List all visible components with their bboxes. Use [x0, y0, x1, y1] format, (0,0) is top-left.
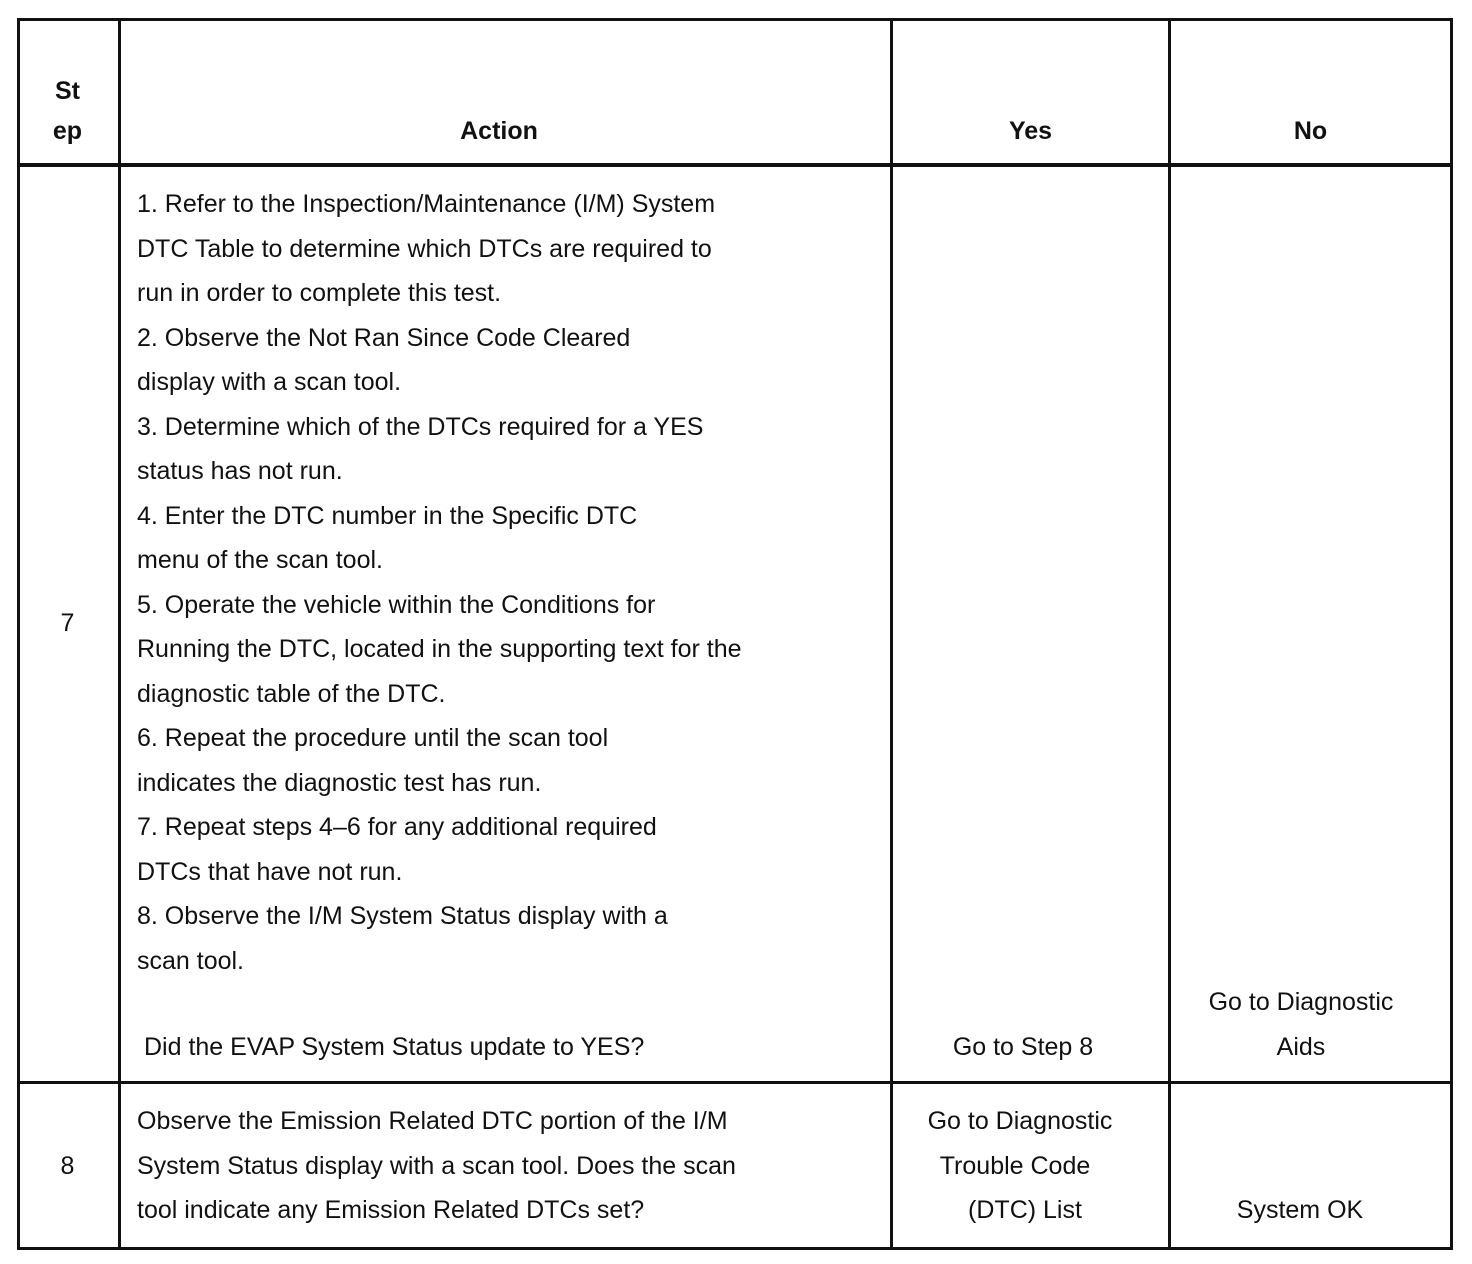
header-no: No: [1293, 117, 1328, 145]
row7-action-line: DTCs that have not run.: [137, 858, 403, 886]
row7-action-line: 4. Enter the DTC number in the Specific DTC: [137, 502, 638, 530]
row7-action-line: run in order to complete this test.: [137, 279, 502, 307]
row7-action-line: DTC Table to determine which DTCs are required to: [137, 235, 712, 263]
row8-yes-result-line1: Go to Diagnostic: [927, 1107, 1113, 1135]
row7-action-line: menu of the scan tool.: [137, 546, 383, 574]
header-yes: Yes: [1008, 117, 1053, 145]
row8-no-result: System OK: [1236, 1196, 1364, 1224]
row7-action-line: Running the DTC, located in the supporting text for the: [137, 635, 742, 663]
row7-action-line: scan tool.: [137, 947, 245, 975]
row8-yes-result-line2: Trouble Code: [939, 1152, 1091, 1180]
row7-action-line: diagnostic table of the DTC.: [137, 680, 446, 708]
row7-action-line: 1. Refer to the Inspection/Maintenance (I/M) System: [137, 190, 716, 218]
row7-action-line: status has not run.: [137, 457, 343, 485]
row7-action-line: 2. Observe the Not Ran Since Code Cleared: [137, 324, 631, 352]
diagnostic-table: [17, 18, 1453, 1250]
step-action-divider: [118, 18, 121, 1250]
row8-action-line: Observe the Emission Related DTC portion of the I/M: [137, 1107, 728, 1135]
row7-no-result-line2: Aids: [1276, 1033, 1326, 1061]
header-step-line1: St: [55, 77, 80, 105]
row7-action-line: display with a scan tool.: [137, 368, 402, 396]
header-action: Action: [460, 117, 538, 145]
row7-yes-result: Go to Step 8: [952, 1033, 1094, 1061]
table-top-border: [17, 18, 1453, 21]
row7-action-line: 3. Determine which of the DTCs required for a YES: [137, 413, 704, 441]
row8-yes-result-line3: (DTC) List: [968, 1196, 1082, 1224]
header-bottom-border: [17, 163, 1453, 167]
row7-action-line: 7. Repeat steps 4–6 for any additional required: [137, 813, 657, 841]
row7-step-number: 7: [60, 609, 75, 637]
row7-action-line: 8. Observe the I/M System Status display with a: [137, 902, 668, 930]
row7-action-line: 5. Operate the vehicle within the Conditions for: [137, 591, 656, 619]
table-bottom-border: [17, 1247, 1453, 1250]
row8-step-number: 8: [60, 1152, 75, 1180]
row7-action-line: indicates the diagnostic test has run.: [137, 769, 542, 797]
row7-action-line: 6. Repeat the procedure until the scan tool: [137, 724, 609, 752]
row7-bottom-border: [17, 1081, 1453, 1084]
row7-no-result-line1: Go to Diagnostic: [1208, 988, 1394, 1016]
row7-question: Did the EVAP System Status update to YES?: [144, 1033, 645, 1061]
row8-action-line: tool indicate any Emission Related DTCs set?: [137, 1196, 645, 1224]
table-right-border: [1450, 18, 1453, 1250]
header-step-line2: ep: [52, 117, 83, 145]
row8-action-line: System Status display with a scan tool. Does the scan: [137, 1152, 736, 1180]
